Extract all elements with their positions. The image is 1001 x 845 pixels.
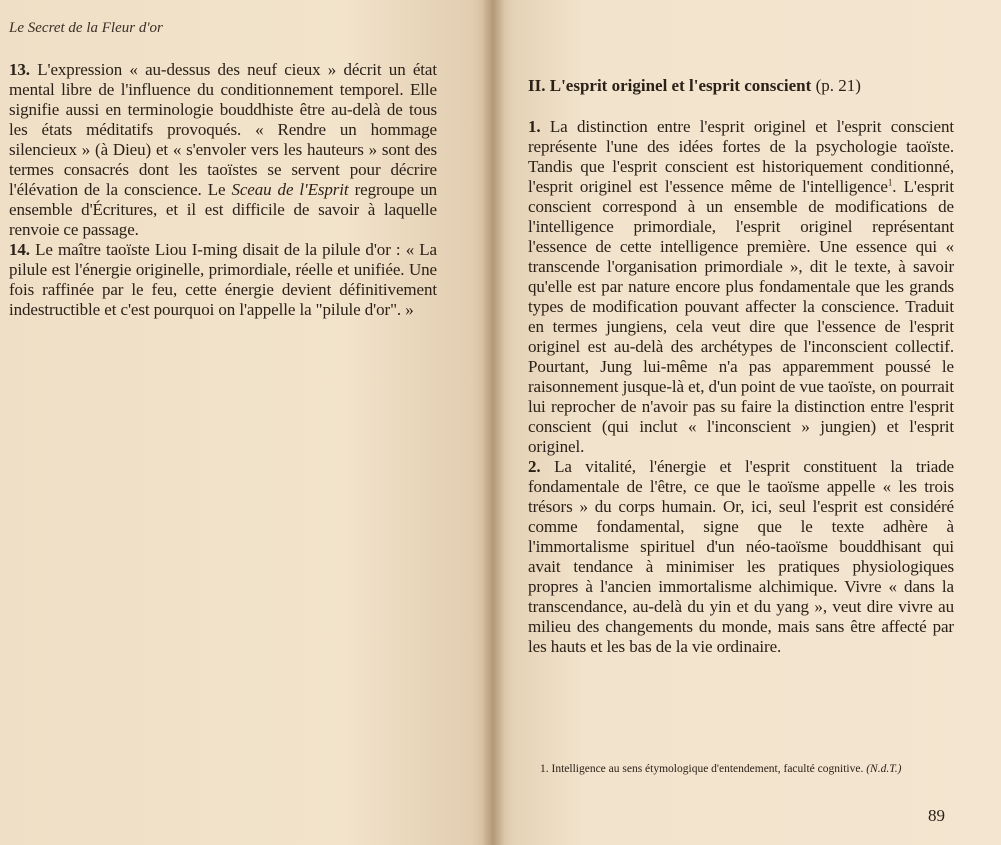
page-number: 89 (928, 806, 945, 825)
left-notes-block (9, 60, 437, 320)
note-text: . L'esprit conscient correspond à un ensemble de modifications de l'intelligence primordiale, l'esprit originel représentant l'essence de cette intelligence première. Une essence qui « transcende l'organisation primordiale », dit le texte, à savoir qu'elle est par nature encore plus fondamentale que les grands types de modification pouvant affecter la conscience. Traduit en termes jungiens, cela veut dire que l'essence de l'esprit originel est au-delà des archétypes de l'inconscient collectif. Pourtant, Jung lui-même n'a pas apparemment poussé le raisonnement jusque-là et, d'un point de vue taoïste, on pourrait lui reprocher de n'avoir pas su faire la distinction entre l'esprit conscient (qui inclut « l'inconscient » jungien) et l'esprit originel. (528, 177, 955, 456)
book-gutter (482, 0, 504, 845)
note-14 (9, 240, 437, 320)
footnote (540, 762, 954, 777)
note-number: 2. (528, 457, 541, 476)
footnote-ref: 1 (887, 177, 893, 188)
footnote-text: Intelligence au sens étymologique d'entendement, faculté cognitive. (548, 763, 867, 775)
note-text: Le maître taoïste Liou I-ming disait de la pilule d'or : « La pilule est l'énergie originelle, primordiale, réelle et unifiée. Une fois raffinée par le feu, cette énergie devient définitivement indestructible et c'est pourquoi on l'appelle la "pilule d'or". » (9, 240, 437, 319)
footnote-number: 1. (540, 763, 549, 775)
note-text: La vitalité, l'énergie et l'esprit constituent la triade fondamentale de l'être, ce que le taoïsme appelle « les trois trésors » du corps humain. Or, ici, seul l'esprit est considéré comme fondamental, signe que le texte adhère à l'immortalisme spirituel d'un néo-taoïsme bouddhisant qui avait tendance à minimiser les pratiques physiologiques propres à l'ancien immortalisme alchimique. Vivre « dans la transcendance, au-delà du yin et du yang », veut dire vivre au milieu des changements du monde, mais sans être affecté par les hauts et les bas de la vie ordinaire. (528, 457, 954, 656)
note-number: 1. (528, 117, 541, 136)
running-head: Le Secret de la Fleur d'or (9, 20, 163, 36)
section-title-text: II. L'esprit originel et l'esprit conscient (528, 76, 812, 95)
section-title (528, 76, 954, 96)
note-text: regroupe un ensemble d'Écritures, et il est difficile de savoir à laquelle renvoie ce passage. (9, 180, 437, 239)
note-13 (9, 60, 437, 240)
note-text: La distinction entre l'esprit originel et l'esprit conscient représente l'une des idées fortes de la psychologie taoïste. Tandis que l'esprit conscient est historiquement conditionné, l'esprit originel est l'essence même de l'intelligence (528, 117, 954, 196)
note-number: 14. (9, 240, 30, 259)
note-title-italic: Sceau de l'Esprit (231, 180, 349, 199)
note-number: 13. (9, 60, 30, 79)
note-2 (528, 457, 954, 657)
note-1 (528, 117, 954, 457)
footnote-ndt: (N.d.T.) (866, 763, 902, 775)
section-page-ref: (p. 21) (815, 76, 861, 95)
note-text: L'expression « au-dessus des neuf cieux » décrit un état mental libre de l'influence du conditionnement temporel. Elle signifie aussi en terminologie bouddhiste être au-delà de tous les états méditatifs provoqués. « Rendre un hommage silencieux » (à Dieu) et « s'envoler vers les hauteurs » sont des termes consacrés dont les taoïstes se servent pour décrire l'élévation de la conscience. Le (9, 60, 437, 199)
right-notes-block (528, 117, 954, 657)
